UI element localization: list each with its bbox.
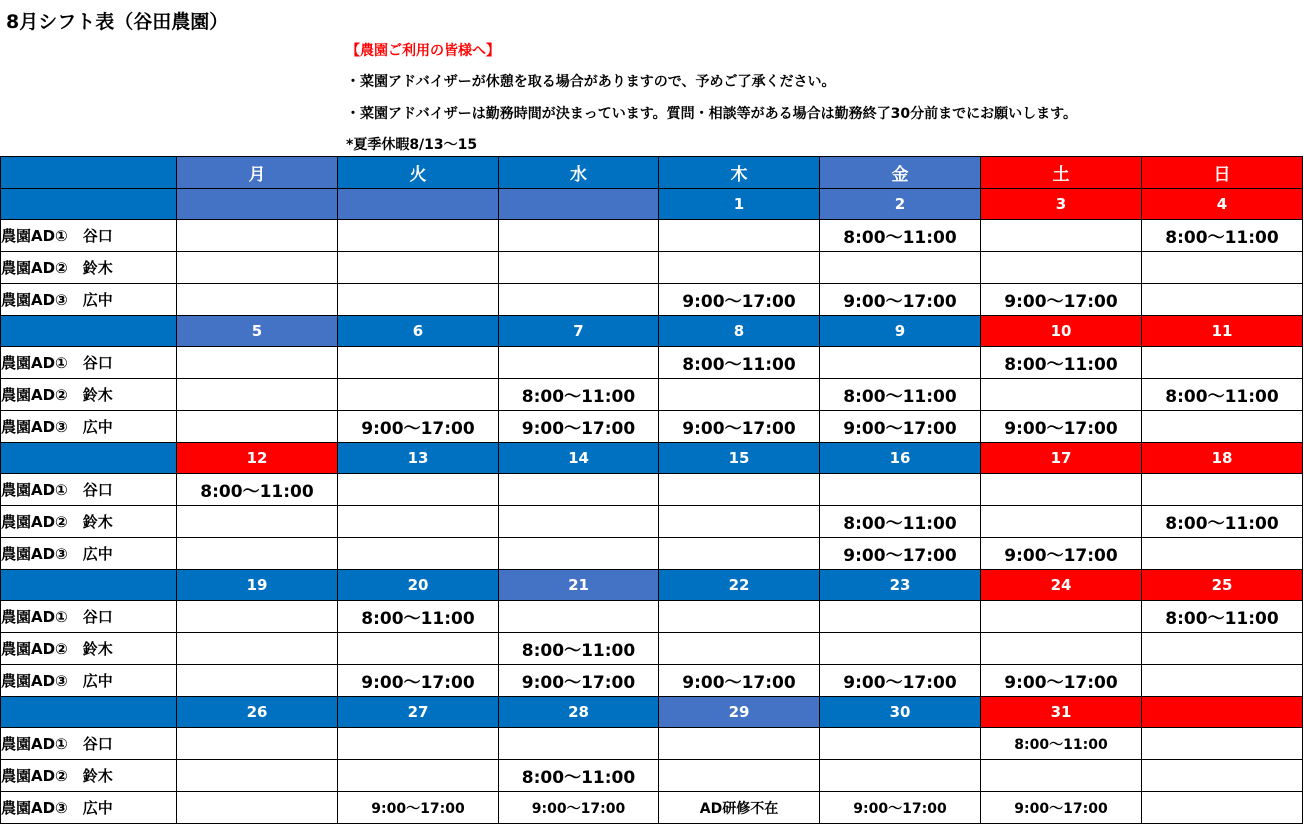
staff-name-cell: 農園AD① 谷口 <box>1 728 177 760</box>
date-cell: 24 <box>981 570 1142 601</box>
shift-cell: 9:00～17:00 <box>499 792 659 824</box>
shift-cell <box>981 633 1142 665</box>
shift-cell: 8:00～11:00 <box>1142 379 1303 411</box>
weekday-header-cell: 土 <box>981 157 1142 189</box>
shift-cell <box>338 728 499 760</box>
shift-cell: 9:00～17:00 <box>338 665 499 697</box>
shift-cell <box>177 284 338 316</box>
shift-cell <box>1142 284 1303 316</box>
date-cell: 27 <box>338 697 499 728</box>
shift-cell <box>177 538 338 570</box>
shift-cell <box>820 760 981 792</box>
shift-cell <box>177 252 338 284</box>
date-row-label-cell <box>1 697 177 728</box>
staff-shift-row <box>1 728 1303 760</box>
date-cell: 31 <box>981 697 1142 728</box>
date-cell: 25 <box>1142 570 1303 601</box>
shift-cell <box>1142 728 1303 760</box>
shift-cell <box>1142 474 1303 506</box>
shift-cell <box>820 728 981 760</box>
shift-cell: 9:00～17:00 <box>659 665 820 697</box>
shift-cell: 8:00～11:00 <box>1142 601 1303 633</box>
date-cell: 10 <box>981 316 1142 347</box>
shift-cell <box>659 633 820 665</box>
shift-cell <box>177 379 338 411</box>
shift-cell <box>338 379 499 411</box>
shift-cell: 9:00～17:00 <box>981 538 1142 570</box>
shift-cell <box>1142 792 1303 824</box>
date-cell: 28 <box>499 697 659 728</box>
date-row <box>1 570 1303 601</box>
shift-cell: 8:00～11:00 <box>338 601 499 633</box>
shift-cell <box>659 601 820 633</box>
date-cell: 8 <box>659 316 820 347</box>
shift-cell <box>1142 633 1303 665</box>
shift-cell: 9:00～17:00 <box>659 411 820 443</box>
staff-name-cell: 農園AD③ 広中 <box>1 665 177 697</box>
date-cell: 2 <box>820 189 981 220</box>
shift-cell: 8:00～11:00 <box>981 728 1142 760</box>
shift-cell: AD研修不在 <box>659 792 820 824</box>
staff-name-cell: 農園AD③ 広中 <box>1 284 177 316</box>
date-cell: 21 <box>499 570 659 601</box>
date-cell: 17 <box>981 443 1142 474</box>
shift-cell <box>499 220 659 252</box>
shift-cell: 8:00～11:00 <box>1142 506 1303 538</box>
shift-cell <box>1142 347 1303 379</box>
date-cell: 9 <box>820 316 981 347</box>
staff-name-cell: 農園AD② 鈴木 <box>1 506 177 538</box>
date-cell <box>177 189 338 220</box>
shift-cell <box>981 220 1142 252</box>
shift-cell: 9:00～17:00 <box>499 665 659 697</box>
date-cell: 30 <box>820 697 981 728</box>
shift-cell: 8:00～11:00 <box>177 474 338 506</box>
staff-name-cell: 農園AD① 谷口 <box>1 474 177 506</box>
shift-cell <box>659 728 820 760</box>
shift-cell <box>659 252 820 284</box>
shift-cell <box>499 474 659 506</box>
shift-cell <box>820 474 981 506</box>
shift-cell <box>1142 538 1303 570</box>
staff-name-cell: 農園AD③ 広中 <box>1 792 177 824</box>
date-row <box>1 443 1303 474</box>
date-row-label-cell <box>1 316 177 347</box>
shift-cell <box>499 506 659 538</box>
shift-cell <box>981 601 1142 633</box>
header-corner-cell <box>1 157 177 189</box>
shift-cell <box>499 284 659 316</box>
staff-shift-row <box>1 220 1303 252</box>
shift-cell: 9:00～17:00 <box>338 411 499 443</box>
shift-cell: 9:00～17:00 <box>338 792 499 824</box>
notice-line-break: ・菜園アドバイザーが休憩を取る場合がありますので、予めご了承ください。 <box>346 74 836 90</box>
date-cell: 29 <box>659 697 820 728</box>
shift-cell <box>177 728 338 760</box>
staff-shift-row <box>1 792 1303 824</box>
weekday-header-cell: 木 <box>659 157 820 189</box>
shift-cell: 9:00～17:00 <box>820 792 981 824</box>
notice-line-holiday: *夏季休暇8/13～15 <box>346 137 478 153</box>
date-cell: 3 <box>981 189 1142 220</box>
shift-cell: 9:00～17:00 <box>499 411 659 443</box>
shift-cell <box>981 379 1142 411</box>
shift-cell <box>499 347 659 379</box>
shift-cell <box>499 252 659 284</box>
shift-cell: 8:00～11:00 <box>499 633 659 665</box>
staff-shift-row <box>1 347 1303 379</box>
shift-cell <box>981 252 1142 284</box>
shift-cell <box>338 760 499 792</box>
shift-cell <box>177 760 338 792</box>
shift-cell <box>1142 252 1303 284</box>
staff-name-cell: 農園AD③ 広中 <box>1 411 177 443</box>
shift-cell <box>659 379 820 411</box>
shift-cell: 9:00～17:00 <box>981 792 1142 824</box>
shift-cell: 9:00～17:00 <box>820 411 981 443</box>
shift-cell: 8:00～11:00 <box>820 506 981 538</box>
staff-name-cell: 農園AD② 鈴木 <box>1 633 177 665</box>
shift-cell <box>1142 411 1303 443</box>
staff-shift-row <box>1 760 1303 792</box>
shift-cell <box>177 220 338 252</box>
shift-cell <box>338 538 499 570</box>
shift-cell <box>659 506 820 538</box>
date-cell: 4 <box>1142 189 1303 220</box>
date-cell <box>1142 697 1303 728</box>
staff-shift-row <box>1 411 1303 443</box>
date-cell: 6 <box>338 316 499 347</box>
shift-cell <box>820 252 981 284</box>
weekday-header-cell: 火 <box>338 157 499 189</box>
date-cell: 7 <box>499 316 659 347</box>
date-row-label-cell <box>1 570 177 601</box>
date-cell: 11 <box>1142 316 1303 347</box>
date-cell: 26 <box>177 697 338 728</box>
weekday-header-cell: 金 <box>820 157 981 189</box>
staff-name-cell: 農園AD① 谷口 <box>1 347 177 379</box>
date-cell: 20 <box>338 570 499 601</box>
date-cell: 19 <box>177 570 338 601</box>
shift-cell <box>177 506 338 538</box>
shift-cell: 8:00～11:00 <box>659 347 820 379</box>
shift-cell <box>499 538 659 570</box>
date-cell: 1 <box>659 189 820 220</box>
date-cell: 22 <box>659 570 820 601</box>
shift-cell <box>820 633 981 665</box>
shift-cell <box>338 252 499 284</box>
staff-shift-row <box>1 538 1303 570</box>
date-cell: 15 <box>659 443 820 474</box>
shift-cell <box>659 220 820 252</box>
shift-cell: 8:00～11:00 <box>981 347 1142 379</box>
shift-cell <box>338 633 499 665</box>
shift-cell <box>659 760 820 792</box>
staff-shift-row <box>1 252 1303 284</box>
shift-cell <box>338 347 499 379</box>
shift-table <box>0 156 1303 824</box>
weekday-header-cell: 日 <box>1142 157 1303 189</box>
date-cell: 18 <box>1142 443 1303 474</box>
weekday-header-cell: 水 <box>499 157 659 189</box>
date-row-label-cell <box>1 443 177 474</box>
shift-cell <box>981 506 1142 538</box>
date-cell: 16 <box>820 443 981 474</box>
shift-cell: 9:00～17:00 <box>820 665 981 697</box>
notice-heading: 【農園ご利用の皆様へ】 <box>346 43 500 59</box>
shift-cell <box>177 792 338 824</box>
shift-cell <box>820 601 981 633</box>
staff-shift-row <box>1 665 1303 697</box>
shift-cell: 8:00～11:00 <box>499 760 659 792</box>
date-cell: 14 <box>499 443 659 474</box>
date-row <box>1 189 1303 220</box>
date-cell <box>338 189 499 220</box>
shift-cell <box>177 633 338 665</box>
date-cell: 5 <box>177 316 338 347</box>
shift-cell <box>659 538 820 570</box>
staff-shift-row <box>1 474 1303 506</box>
date-row-label-cell <box>1 189 177 220</box>
staff-name-cell: 農園AD① 谷口 <box>1 601 177 633</box>
shift-cell: 8:00～11:00 <box>499 379 659 411</box>
shift-cell: 9:00～17:00 <box>981 284 1142 316</box>
weekday-header-row <box>1 157 1303 189</box>
staff-shift-row <box>1 506 1303 538</box>
shift-cell: 9:00～17:00 <box>659 284 820 316</box>
shift-cell <box>1142 760 1303 792</box>
shift-cell <box>177 665 338 697</box>
staff-shift-row <box>1 633 1303 665</box>
shift-cell <box>177 347 338 379</box>
notice-line-hours: ・菜園アドバイザーは勤務時間が決まっています。質問・相談等がある場合は勤務終了30分前までにお願いします。 <box>346 106 1077 122</box>
shift-cell <box>499 601 659 633</box>
staff-name-cell: 農園AD③ 広中 <box>1 538 177 570</box>
staff-name-cell: 農園AD② 鈴木 <box>1 379 177 411</box>
shift-cell <box>338 474 499 506</box>
shift-cell <box>338 284 499 316</box>
shift-cell <box>338 220 499 252</box>
shift-cell: 8:00～11:00 <box>820 220 981 252</box>
shift-cell <box>177 601 338 633</box>
date-row <box>1 697 1303 728</box>
date-row <box>1 316 1303 347</box>
staff-name-cell: 農園AD② 鈴木 <box>1 252 177 284</box>
date-cell: 13 <box>338 443 499 474</box>
shift-cell <box>981 474 1142 506</box>
shift-cell <box>659 474 820 506</box>
shift-cell: 9:00～17:00 <box>820 284 981 316</box>
shift-cell <box>981 760 1142 792</box>
date-cell <box>499 189 659 220</box>
shift-cell: 9:00～17:00 <box>981 411 1142 443</box>
staff-name-cell: 農園AD② 鈴木 <box>1 760 177 792</box>
date-cell: 12 <box>177 443 338 474</box>
shift-cell: 8:00～11:00 <box>1142 220 1303 252</box>
weekday-header-cell: 月 <box>177 157 338 189</box>
shift-cell <box>820 347 981 379</box>
staff-shift-row <box>1 284 1303 316</box>
shift-cell: 9:00～17:00 <box>820 538 981 570</box>
staff-shift-row <box>1 379 1303 411</box>
shift-cell <box>499 728 659 760</box>
staff-name-cell: 農園AD① 谷口 <box>1 220 177 252</box>
shift-cell <box>338 506 499 538</box>
page-title: 8月シフト表（谷田農園） <box>6 11 229 33</box>
shift-cell <box>177 411 338 443</box>
shift-cell: 9:00～17:00 <box>981 665 1142 697</box>
staff-shift-row <box>1 601 1303 633</box>
date-cell: 23 <box>820 570 981 601</box>
shift-cell <box>1142 665 1303 697</box>
shift-cell: 8:00～11:00 <box>820 379 981 411</box>
